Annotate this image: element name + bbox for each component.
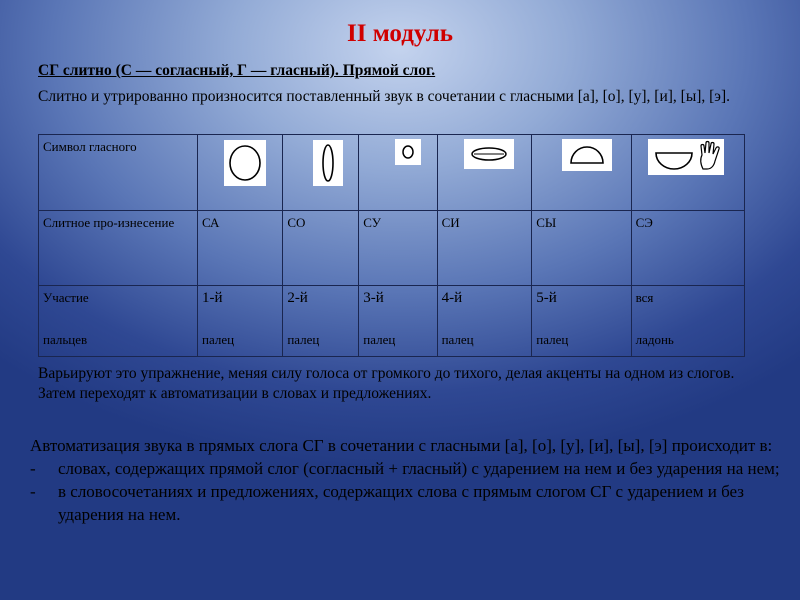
syllable-cell: СЭ bbox=[631, 211, 744, 286]
list-dash: - bbox=[30, 459, 36, 478]
syllable-cell: СУ bbox=[359, 211, 437, 286]
finger-cell bbox=[631, 286, 744, 357]
row-label-syllable: Слитное про-изнесение bbox=[39, 211, 198, 286]
finger-word: ладонь bbox=[635, 332, 674, 347]
symbol-cell bbox=[532, 135, 631, 211]
symbol-cell bbox=[359, 135, 437, 211]
variation-paragraph: Варьируют это упражнение, меняя силу голоса от громкого до тихого, делая акценты на одном из слогов. Затем переходят к автоматизации в словах и предложениях. bbox=[38, 365, 735, 402]
finger-number: 4-й bbox=[441, 290, 463, 306]
finger-cell bbox=[359, 286, 437, 357]
list-item bbox=[30, 480, 790, 526]
symbol-cell bbox=[631, 135, 744, 211]
finger-number: 1-й bbox=[202, 290, 223, 306]
finger-cell bbox=[532, 286, 631, 357]
finger-word: палец bbox=[202, 332, 235, 347]
finger-number: 3-й bbox=[363, 290, 384, 306]
table-row bbox=[39, 286, 745, 357]
finger-number: вся bbox=[635, 290, 654, 305]
flat-oval-icon bbox=[464, 139, 514, 169]
finger-cell bbox=[198, 286, 283, 357]
row-label-fingers-line2: пальцев bbox=[43, 332, 88, 347]
intro-paragraph: Слитно и утрированно произносится поставленный звук в сочетании с гласными [а], [о], [у], [и], [ы], [э]. bbox=[38, 88, 730, 105]
list-dash: - bbox=[30, 482, 36, 501]
automation-list bbox=[30, 457, 790, 526]
symbol-cell bbox=[437, 135, 532, 211]
list-item-text: словах, содержащих прямой слог (согласный + гласный) с ударением на нем и без ударения на нем; bbox=[58, 459, 780, 478]
automation-heading: Автоматизация звука в прямых слога СГ в сочетании с гласными [а], [о], [у], [и], [ы], [э] происходит в: bbox=[30, 436, 773, 455]
row-label-fingers bbox=[39, 286, 198, 357]
row-label-fingers-line1: Участие bbox=[43, 290, 89, 305]
table-row bbox=[39, 135, 745, 211]
finger-number: 5-й bbox=[536, 290, 557, 306]
syllable-cell: СА bbox=[198, 211, 283, 286]
finger-cell bbox=[437, 286, 532, 357]
finger-word: палец bbox=[363, 332, 396, 347]
list-item-text: в словосочетаниях и предложениях, содержащих слова с прямым слогом СГ с ударением и без ударения на нем. bbox=[58, 482, 744, 524]
section-subtitle: СГ слитно (С — согласный, Г — гласный). Прямой слог. bbox=[38, 62, 436, 79]
syllable-cell: СЫ bbox=[532, 211, 631, 286]
finger-word: палец bbox=[441, 332, 474, 347]
syllable-cell: СО bbox=[283, 211, 359, 286]
finger-word: палец bbox=[536, 332, 569, 347]
small-circle-icon bbox=[395, 139, 421, 165]
row-label-symbol: Символ гласного bbox=[39, 135, 198, 211]
symbol-cell bbox=[198, 135, 283, 211]
symbol-cell bbox=[283, 135, 359, 211]
page-title: II модуль bbox=[347, 20, 453, 47]
automation-section bbox=[30, 434, 790, 526]
finger-cell bbox=[283, 286, 359, 357]
finger-word: палец bbox=[287, 332, 320, 347]
finger-number: 2-й bbox=[287, 290, 308, 306]
syllable-cell: СИ bbox=[437, 211, 532, 286]
circle-icon bbox=[224, 140, 266, 186]
bowl-hand-icon bbox=[648, 139, 724, 175]
table-row bbox=[39, 211, 745, 286]
list-item bbox=[30, 457, 790, 480]
half-circle-top-icon bbox=[562, 139, 612, 171]
tall-oval-icon bbox=[313, 140, 343, 186]
vowel-symbol-table bbox=[38, 134, 745, 357]
